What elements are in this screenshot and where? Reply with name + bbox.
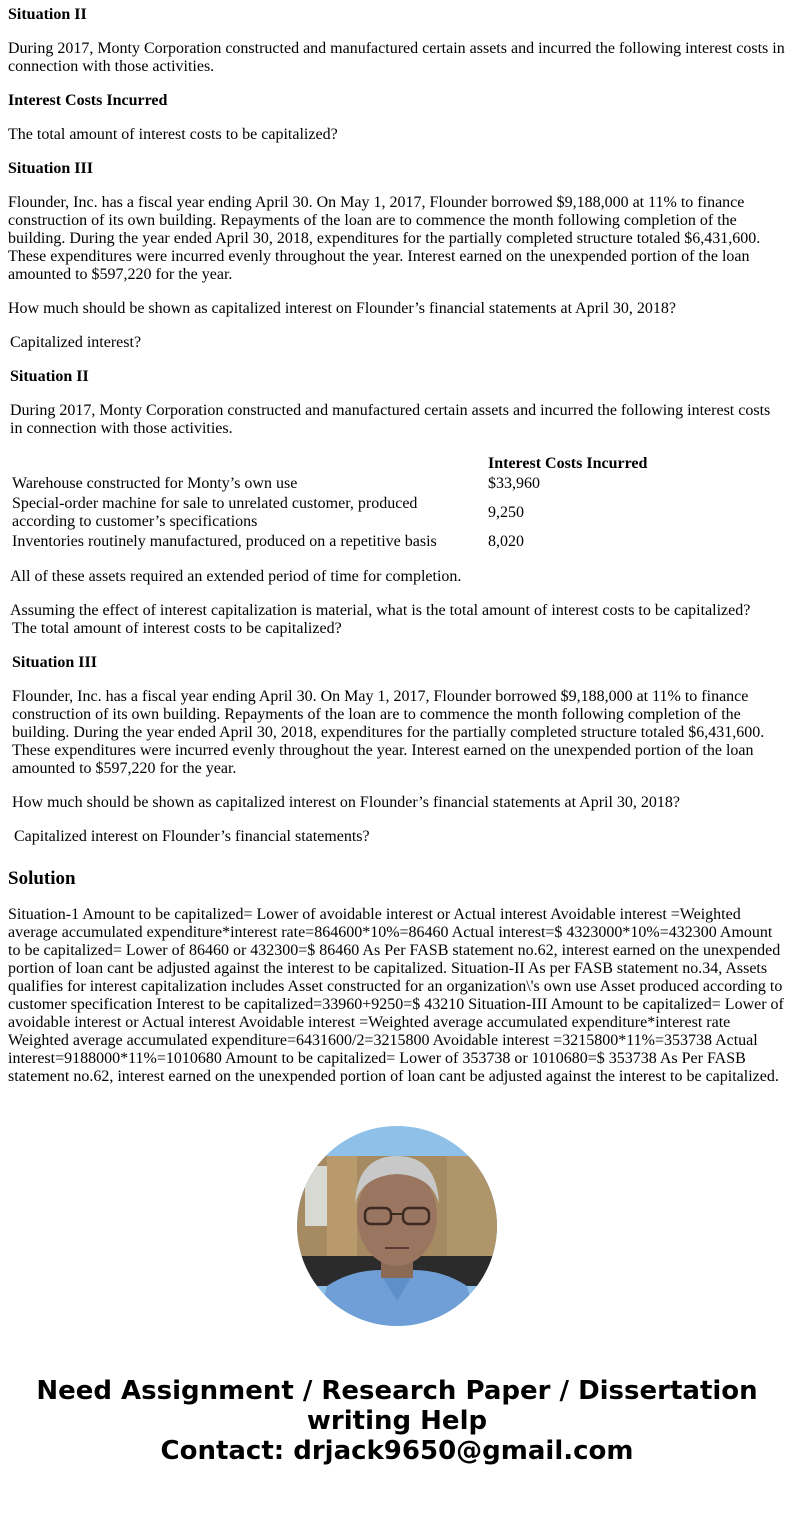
detail-situation-3-heading: Situation III xyxy=(12,654,97,671)
extended-period-note: All of these assets required an extended period of time for completion. xyxy=(10,568,462,585)
table-header-cost: Interest Costs Incurred xyxy=(488,455,648,472)
detail-situation-3-question: How much should be shown as capitalized interest on Flounder’s financial statements at April 30, 2018? xyxy=(12,794,681,811)
table-header-row xyxy=(10,454,649,474)
author-portrait-icon xyxy=(297,1126,497,1326)
situation-3-heading: Situation III xyxy=(8,160,93,177)
capitalized-interest-label: Capitalized interest? xyxy=(10,334,142,351)
detail-situation-3-body: Flounder, Inc. has a fiscal year ending April 30. On May 1, 2017, Flounder borrowed $9,188,000 at 11% to finance construction of its own building. Repayments of the loan are to commence the month following completion of the building. During the year ended April 30, 2018, expenditures for the partially completed structure totaled $6,431,600. These expenditures were incurred evenly throughout the year. Interest earned on the unexpended portion of the loan amounted to $597,220 for the year. xyxy=(12,688,765,777)
promo-contact: Contact: drjack9650@gmail.com xyxy=(160,1436,634,1466)
interest-costs-heading: Interest Costs Incurred xyxy=(8,92,168,109)
author-avatar-container xyxy=(0,1126,794,1326)
table-row xyxy=(10,474,649,494)
row-cost: $33,960 xyxy=(488,475,540,492)
situation-2-intro: During 2017, Monty Corporation constructed and manufactured certain assets and incurred the following interest costs in connection with those activities. xyxy=(8,40,785,75)
total-capitalized-label: The total amount of interest costs to be capitalized? xyxy=(12,620,342,637)
situation-2-heading: Situation II xyxy=(8,6,87,23)
row-cost: 8,020 xyxy=(488,533,524,550)
situation-3-body: Flounder, Inc. has a fiscal year ending April 30. On May 1, 2017, Flounder borrowed $9,188,000 at 11% to finance construction of its own building. Repayments of the loan are to commence the month following completion of the building. During the year ended April 30, 2018, expenditures for the partially completed structure totaled $6,431,600. These expenditures were incurred evenly throughout the year. Interest earned on the unexpended portion of the loan amounted to $597,220 for the year. xyxy=(8,194,761,283)
avatar xyxy=(297,1126,497,1326)
solution-section xyxy=(8,868,786,1086)
row-item: Special-order machine for sale to unrelated customer, produced according to customer’s specifications xyxy=(12,495,418,530)
solution-body: Situation-1 Amount to be capitalized= Lower of avoidable interest or Actual interest Avoidable interest =Weighted average accumulated expenditure*interest rate=864600*10%=86460 Actual interest=$ 4323000*10%=432300 Amount to be capitalized= Lower of 86460 or 432300=$ 86460 As Per FASB statement no.62, interest earned on the unexpended portion of loan cant be adjusted against the interest to be capitalized. Situation-II As per FASB statement no.34, Assets qualifies for interest capitalization includes Asset constructed for an organization\'s own use Asset produced according to customer specification Interest to be capitalized=33960+9250=$ 43210 Situation-III Amount to be capitalized= Lower of avoidable interest or Actual interest Avoidable interest =Weighted average accumulated expenditure*interest rate Weighted average accumulated expenditure=6431600/2=3215800 Avoidable interest =3215800*11%=353738 Actual interest=9188000*11%=1010680 Amount to be capitalized= Lower of 353738 or 1010680=$ 353738 As Per FASB statement no.62, interest earned on the unexpended portion of loan cant be adjusted against the interest to be capitalized. xyxy=(8,906,784,1085)
question-summary xyxy=(8,6,786,318)
answer-prompts xyxy=(10,620,786,846)
capitalized-interest-flounder-label: Capitalized interest on Flounder’s financial statements? xyxy=(14,828,370,845)
question-detail xyxy=(8,334,786,846)
interest-costs-table xyxy=(10,454,649,552)
table-header-item xyxy=(10,454,486,474)
help-promo-banner xyxy=(0,1376,794,1466)
row-item: Inventories routinely manufactured, produced on a repetitive basis xyxy=(12,533,437,550)
row-cost: 9,250 xyxy=(488,504,524,521)
document-page xyxy=(0,6,794,1086)
table-row xyxy=(10,532,649,552)
table-row xyxy=(10,494,649,532)
detail-situation-2-intro: During 2017, Monty Corporation constructed and manufactured certain assets and incurred the following interest costs in connection with those activities. xyxy=(10,402,771,437)
situation-3-question: How much should be shown as capitalized interest on Flounder’s financial statements at April 30, 2018? xyxy=(8,300,677,317)
detail-situation-2-heading: Situation II xyxy=(10,368,89,385)
solution-heading: Solution xyxy=(8,868,76,889)
assumption-question: Assuming the effect of interest capitalization is material, what is the total amount of interest costs to be capitalized? xyxy=(10,602,751,619)
situation-2-question: The total amount of interest costs to be capitalized? xyxy=(8,126,338,143)
promo-headline: Need Assignment / Research Paper / Dissertation writing Help xyxy=(36,1376,758,1436)
row-item: Warehouse constructed for Monty’s own use xyxy=(12,475,298,492)
